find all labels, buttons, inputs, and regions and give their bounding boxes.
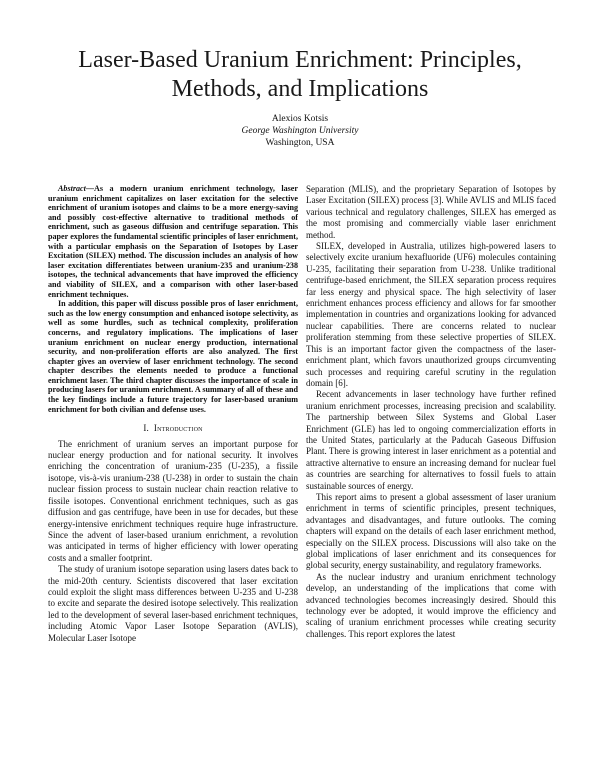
right-paragraph-3: Recent advancements in laser technology have further refined uranium enrichment processes, increasing precision and scalability. The partnership between Silex Systems and Global Laser Enrichment (GLE) has led to ongoing commercialization efforts in the United States, particularly at the Paducah Gaseous Diffusion Plant. There is growing interest in laser enrichment as a potential and attractive alternative to ensure an increasing demand for nuclear fuel as countries are searching for alternatives to fossil fuels to attain sustainable sources of energy. bbox=[306, 389, 556, 491]
right-paragraph-1: Separation (MLIS), and the proprietary Separation of Isotopes by Laser Excitation (SILEX) process [3]. While AVLIS and MLIS faced various technical and regulatory challenges, SILEX has emerged as the most promising and commercially viable laser enrichment method. bbox=[306, 184, 556, 240]
right-paragraph-4: This report aims to present a global assessment of laser uranium enrichment in terms of scientific principles, present techniques, advantages and disadvantages, and future outlooks. The coming chapters will expand on the details of each laser enrichment method, especially on the SILEX process. Discussions will also take on the global implications of laser enrichment and its consequences for global security, energy sustainability, and regulatory frameworks. bbox=[306, 491, 556, 571]
author-name: Alexios Kotsis bbox=[271, 114, 329, 124]
intro-paragraph-2: The study of uranium isotope separation using lasers dates back to the mid-20th century. Scientists discovered that laser excitation could exploit the slight mass differences between U-235 and U-238 to excite and separate the desired isotope selectively. This realization led to the development of several laser-based enrichment techniques, including Atomic Vapor Laser Isotope Separation (AVLIS), Molecular Laser Isotope bbox=[48, 564, 298, 643]
paper-title bbox=[40, 46, 560, 104]
abstract-label: Abstract bbox=[58, 184, 86, 193]
section-title: Introduction bbox=[153, 423, 203, 434]
right-column bbox=[306, 184, 556, 640]
section-number: I. bbox=[143, 423, 149, 434]
section-heading-introduction bbox=[48, 423, 298, 434]
abstract-paragraph-1 bbox=[48, 184, 298, 299]
right-paragraph-2: SILEX, developed in Australia, utilizes high-powered lasers to selectively excite uranium hexafluoride (UF6) molecules containing U-235, facilitating their separation from U-238. Unlike traditional centrifuge-based enrichment, the SILEX separation process requires far less energy and physical space. The high selectivity of laser enrichment enhances process efficiency and allows for far smoother implementation in countries and organizations looking for advanced nuclear capabilities. There are concerns related to nuclear proliferation stemming from these selective properties of SILEX. This is an important factor given the compactness of the laser-enrichment plant, which favors unauthorized groups circumventing such processes and requiring careful scrutiny in the regulation domain [6]. bbox=[306, 241, 556, 388]
abstract-text-1: As a modern uranium enrichment technology, laser uranium enrichment capitalizes on laser excitation for the selective enrichment of uranium isotopes and claims to be a more energy-saving and possibly cost-effective alternative to traditional methods of enrichment, such as gaseous diffusion and centrifuge separation. This paper explores the fundamental scientific principles of laser enrichment, with a particular emphasis on the Separation of Isotopes by Laser Excitation (SILEX) method. The discussion includes an analysis of how laser excitation differentiates between uranium-235 and uranium-238 isotopes, the technical advancements that have improved the efficiency and viability of SILEX, and a comparison with other laser-based enrichment techniques. bbox=[48, 184, 298, 299]
title-line-1: Laser-Based Uranium Enrichment: Principles, bbox=[78, 47, 522, 73]
abstract bbox=[48, 184, 298, 414]
author-affiliation: George Washington University bbox=[241, 126, 359, 136]
abstract-paragraph-2: In addition, this paper will discuss possible pros of laser enrichment, such as the low energy consumption and enhanced isotope selectivity, as well as some hurdles, such as technical complexity, proliferation concerns, and regulatory implications. The implications of laser uranium enrichment on nuclear energy production, international security, and non-proliferation efforts are also analyzed. The first chapter gives an overview of laser enrichment technology. The second chapter describes the elements needed to produce a functional enrichment laser. The third chapter discusses the importance of scale in producing lasers for uranium enrichment. A summary of all of these and the key findings include a future trajectory for laser-based uranium enrichment for both civilian and defense uses. bbox=[48, 299, 298, 414]
left-column bbox=[48, 184, 298, 644]
author-block bbox=[100, 113, 500, 149]
right-paragraph-5: As the nuclear industry and uranium enrichment technology develop, an understanding of the implications that come with advanced technologies becomes increasingly desired. Should this technology ever be adopted, it would improve the efficiency and scaling of uranium enrichment processes while creating security challenges. This report explores the latest bbox=[306, 571, 556, 639]
intro-paragraph-1: The enrichment of uranium serves an important purpose for nuclear energy production and for national security. It involves enriching the concentration of uranium-235 (U-235), a fissile isotope, vis-à-vis uranium-238 (U-238) in order to sustain the chain nuclear fission process to sustain nuclear chain reaction relative to fissile isotopes. Conventional enrichment techniques, such as gas diffusion and gas centrifuge, have been in use for decades, but these energy-intensive enrichment techniques require huge infrastructure. Since the advent of laser-based uranium enrichment, a revolution was anticipated in terms of higher efficiency with lower operating costs and a smaller footprint. bbox=[48, 438, 298, 563]
title-line-2: Methods, and Implications bbox=[171, 76, 429, 102]
author-location: Washington, USA bbox=[265, 138, 335, 148]
abstract-dash: — bbox=[85, 184, 94, 193]
